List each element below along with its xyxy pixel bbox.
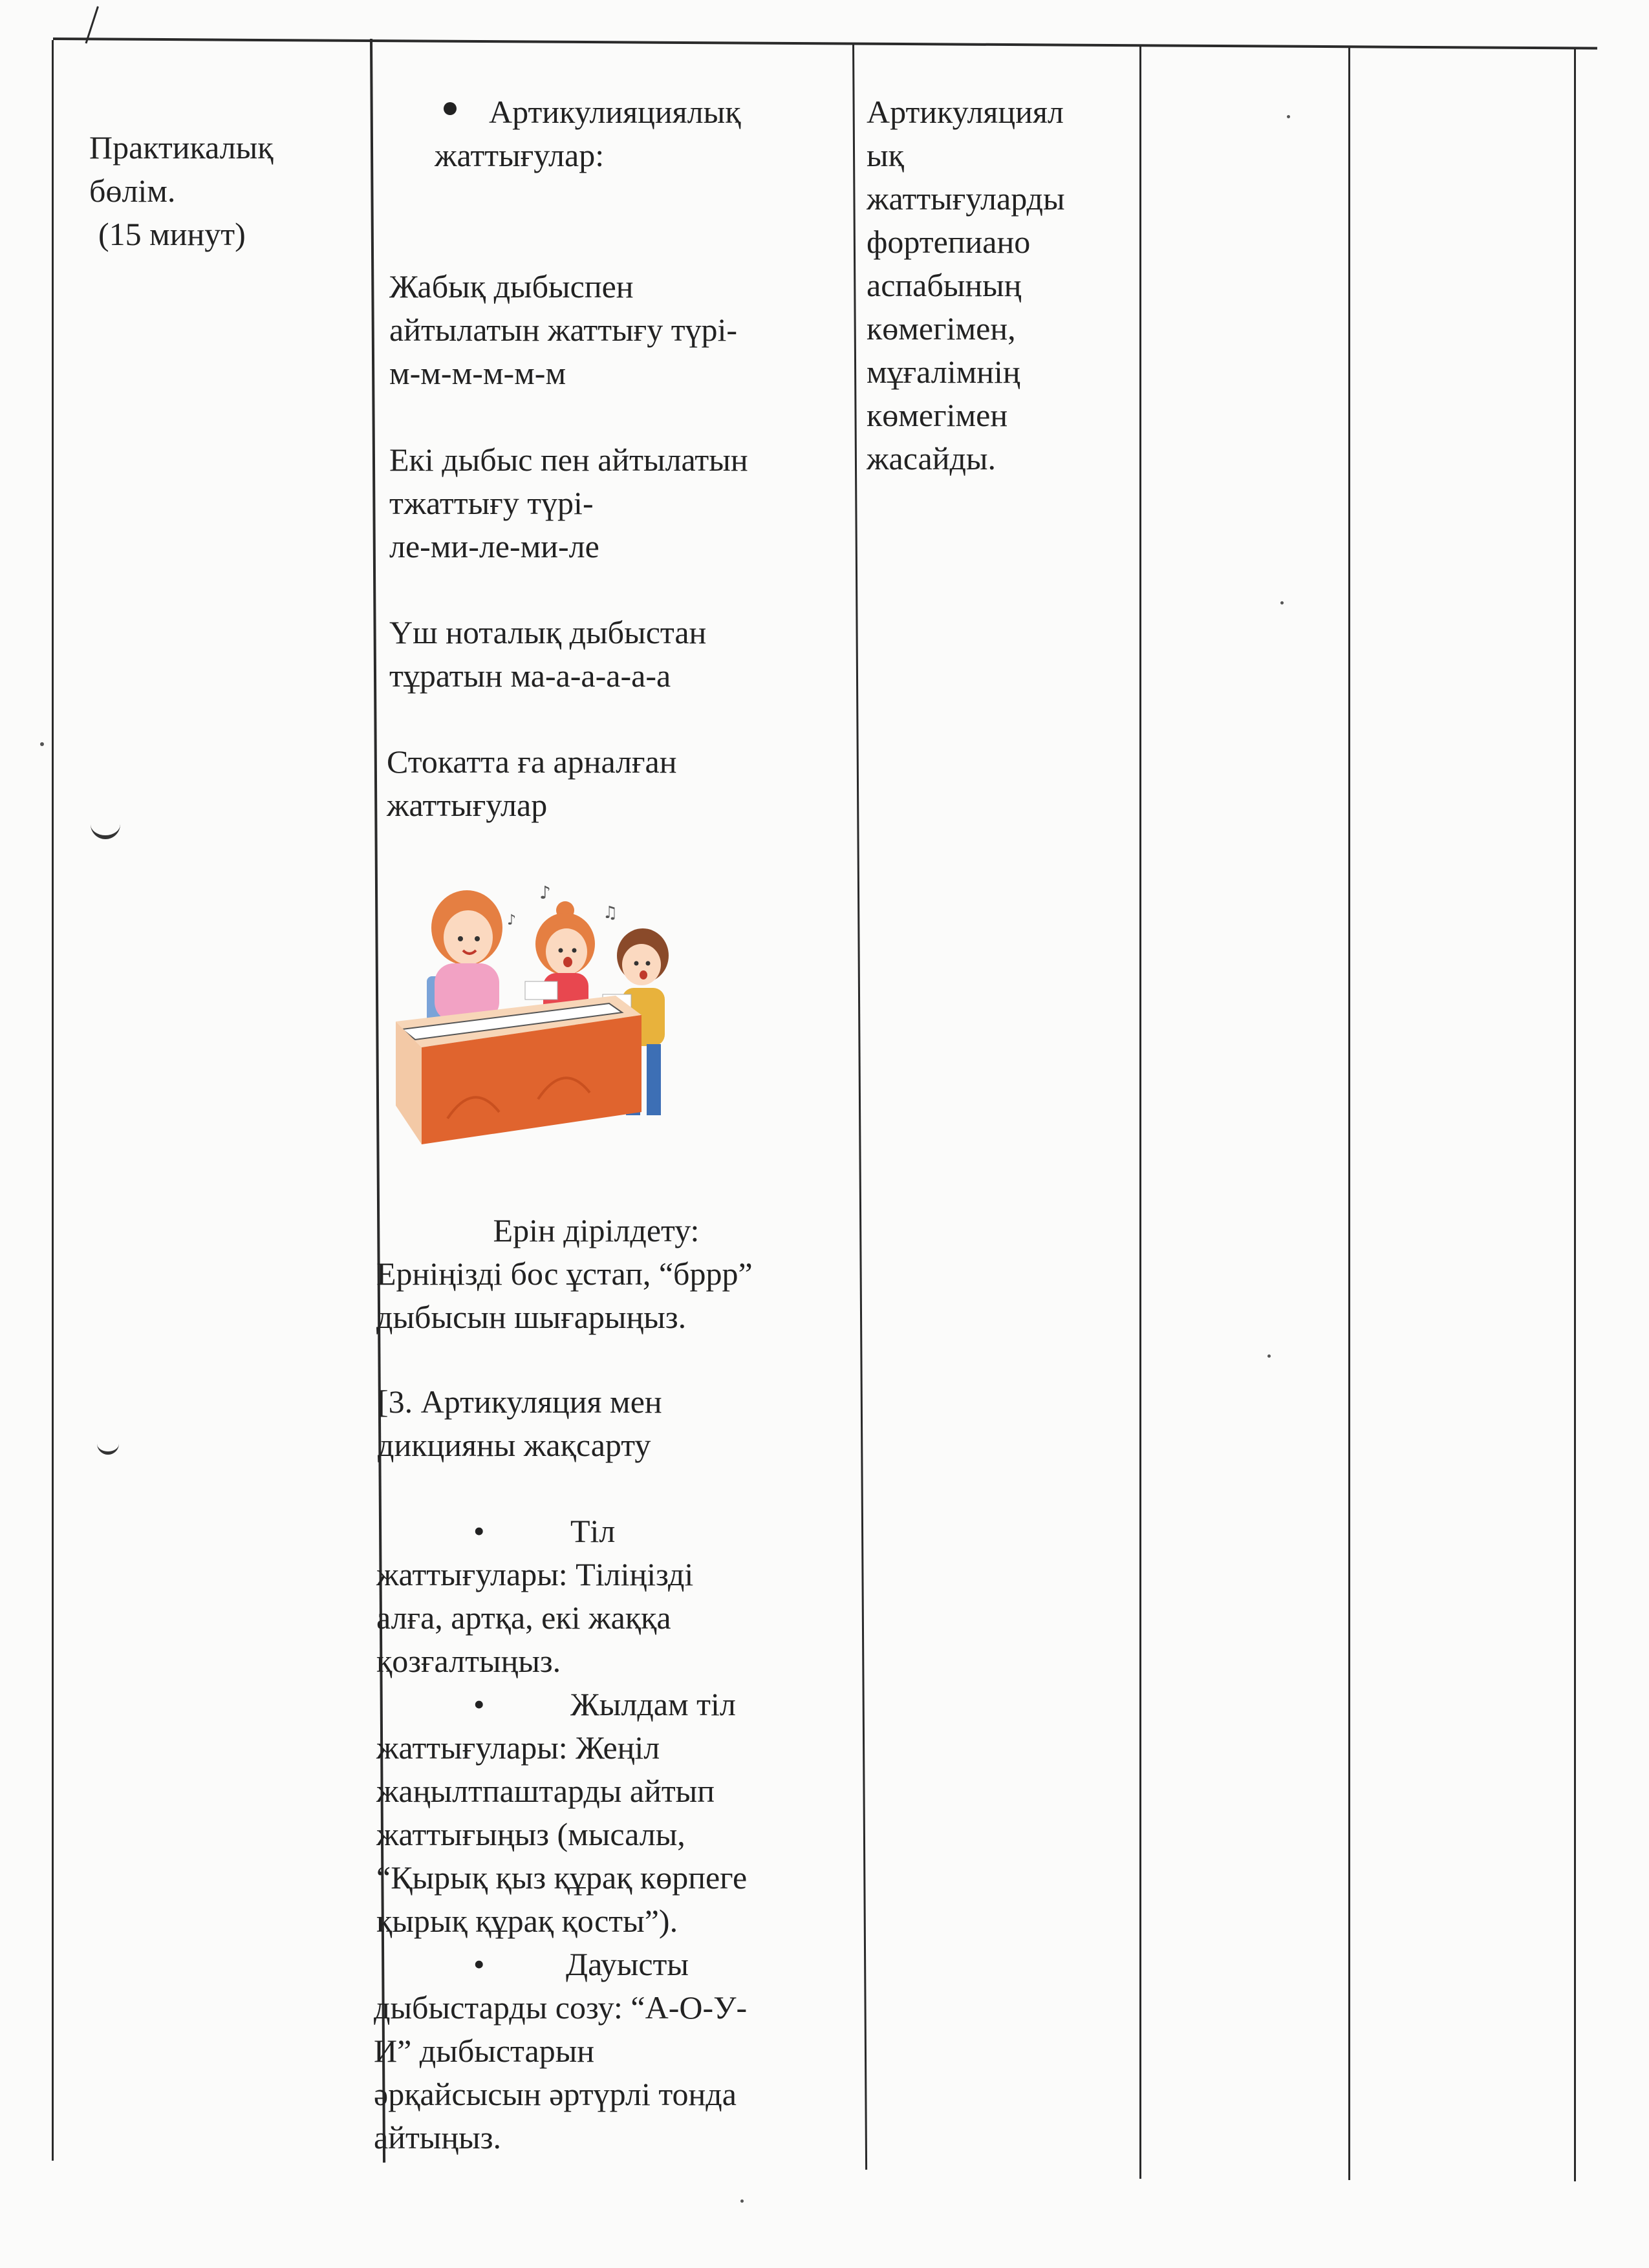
section-3-heading: [378, 1380, 662, 1467]
bullet-heading: [435, 91, 741, 177]
scan-speck: [1287, 115, 1290, 118]
list-item-line: қырық құрақ қосты”).: [376, 1903, 678, 1939]
column-divider-4: [1348, 47, 1350, 2180]
table-right-border: [1574, 48, 1576, 2181]
activity-line: фортепиано: [867, 224, 1031, 260]
lip-trill-line: Ерніңізді бос ұстап, “бррр”: [376, 1256, 753, 1292]
exercise-line: м-м-м-м-м-м: [389, 355, 566, 391]
column-divider-2: [852, 43, 867, 2170]
list-item-line: жаттығыңыз (мысалы,: [376, 1816, 685, 1852]
activity-line: жасайды.: [867, 440, 997, 476]
activity-line: мұғалімнің: [867, 354, 1020, 390]
section-title-line: Практикалық: [89, 129, 274, 166]
list-item-line: жаттығулары: Тіліңізді: [376, 1556, 694, 1592]
lip-trill-exercise: [376, 1209, 842, 1339]
list-bullet: •: [473, 1686, 485, 1722]
choir-illustration: [396, 886, 732, 1157]
bullet-heading-line: жаттығулар:: [435, 137, 605, 173]
list-item-first-word: Жылдам тіл: [570, 1686, 736, 1722]
list-item-first-word: Тіл: [570, 1513, 616, 1549]
bullet-icon: [444, 102, 457, 115]
activity-line: Артикуляциял: [867, 94, 1064, 130]
scan-mark: [91, 816, 120, 839]
list-item-line: дыбыстарды созу: “А-О-У-: [374, 1989, 748, 2026]
teacher-figure: [431, 890, 502, 1022]
list-item-line: жаңылтпаштарды айтып: [376, 1773, 715, 1809]
section-duration: (15 минут): [98, 216, 246, 252]
exercise-line: ле-ми-ле-ми-ле: [389, 528, 599, 564]
activity-line: ық: [867, 137, 904, 173]
list-item-line: алға, артқа, екі жаққа: [376, 1599, 671, 1636]
list-item-line: жаттығулары: Жеңіл: [376, 1729, 660, 1766]
activity-line: аспабының: [867, 267, 1022, 303]
exercise-staccato: [387, 740, 677, 827]
table-top-border: [53, 37, 1597, 50]
exercise-line: Жабық дыбыспен: [389, 268, 634, 305]
lip-trill-line: дыбысын шығарыңыз.: [376, 1299, 687, 1335]
column-divider-3: [1139, 45, 1141, 2179]
exercise-line: Үш ноталық дыбыстан: [389, 614, 707, 650]
list-item-line: “Қырық қыз құрақ көрпеге: [376, 1859, 748, 1896]
lip-trill-title: Ерін дірілдету:: [493, 1212, 700, 1248]
scan-mark: [97, 1439, 119, 1455]
list-item-line: И” дыбыстарын: [374, 2033, 595, 2069]
section-3-line: дикцияны жақсарту: [378, 1427, 651, 1463]
section-title-line: бөлім.: [89, 173, 176, 209]
list-item-first-word: Дауысты: [566, 1946, 689, 1982]
exercise-three-notes: [389, 611, 706, 698]
scan-speck: [740, 2199, 744, 2203]
music-note-icon: ♪: [539, 886, 551, 903]
activity-line: көмегімен: [867, 397, 1008, 433]
list-bullet: •: [473, 1946, 485, 1982]
scan-speck: [1267, 1354, 1271, 1358]
exercise-line: жаттығулар: [387, 787, 548, 823]
section-3-line: [3. Артикуляция мен: [378, 1384, 662, 1420]
scan-speck: [1280, 601, 1284, 604]
exercise-line: Стокатта ға арналған: [387, 744, 677, 780]
section-title: [89, 126, 274, 256]
exercise-line: айтылатын жаттығу түрі-: [389, 312, 738, 348]
student-activity: [867, 91, 1065, 480]
list-item: [376, 1726, 747, 1943]
table-left-border: [52, 40, 54, 2161]
list-item-line: қозғалтыңыз.: [376, 1643, 561, 1679]
music-note-icon: ♪: [507, 912, 517, 928]
exercise-humming: [389, 265, 737, 395]
list-bullet: •: [473, 1513, 485, 1549]
list-item: [374, 1986, 747, 2159]
list-item-line: әрқайсысын әртүрлі тонда: [374, 2076, 737, 2112]
exercise-line: Екі дыбыс пен айтылатын: [389, 442, 748, 478]
exercise-two-sounds: [389, 438, 748, 568]
scan-speck: [40, 742, 44, 746]
list-item: [376, 1553, 693, 1683]
list-item-line: айтыңыз.: [374, 2119, 501, 2156]
music-note-icon: ♫: [603, 903, 618, 923]
activity-line: жаттығуларды: [867, 180, 1065, 217]
exercise-line: тұратын ма-а-а-а-а-а: [389, 658, 671, 694]
exercise-line: тжаттығу түрі-: [389, 485, 594, 521]
piano-icon: [396, 996, 641, 1144]
activity-line: көмегімен,: [867, 310, 1016, 347]
bullet-heading-line: Артикулияциялық: [489, 94, 741, 130]
